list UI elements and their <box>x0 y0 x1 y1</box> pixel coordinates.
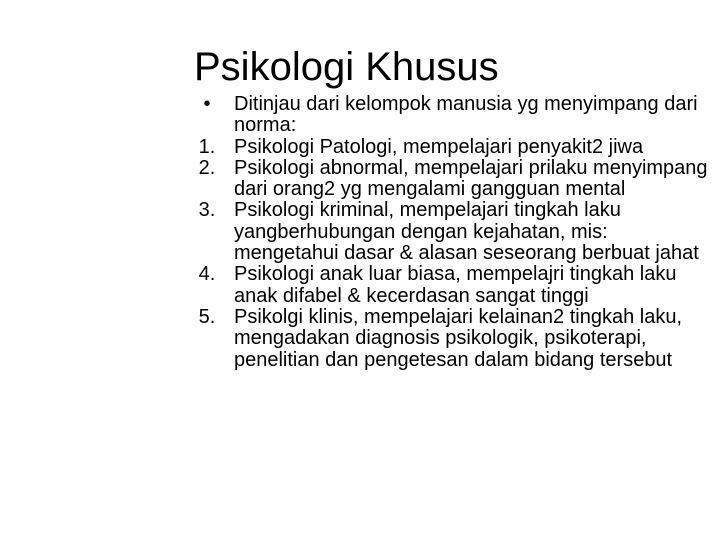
list-item <box>180 264 710 307</box>
list-item <box>180 94 710 137</box>
number-marker: 5. <box>198 305 216 328</box>
list-item-text: Psikolgi klinis, mempelajari kelainan2 tingkah laku, mengadakan diagnosis psikologik, psikoterapi, penelitian dan pengetesan dalam bidang tersebut <box>234 305 682 371</box>
list-item-text: Ditinjau dari kelompok manusia yg menyimpang dari norma: <box>234 93 698 137</box>
list-item <box>180 200 710 264</box>
bullet-list <box>180 94 710 371</box>
slide-title: Psikologi Khusus <box>194 45 499 89</box>
list-item <box>180 137 710 158</box>
number-marker: 4. <box>198 263 216 286</box>
list-item-text: Psikologi kriminal, mempelajari tingkah laku yangberhubungan dengan kejahatan, mis: mengetahui dasar & alasan seseorang berbuat jahat <box>234 199 699 265</box>
number-marker: 1. <box>198 135 216 158</box>
bullet-marker: • <box>203 93 211 115</box>
number-marker: 2. <box>198 156 216 179</box>
list-item-text: Psikologi Patologi, mempelajari penyakit2 jiwa <box>234 135 644 158</box>
number-marker: 3. <box>198 199 216 222</box>
list-item <box>180 158 710 201</box>
list-item-text: Psikologi anak luar biasa, mempelajri tingkah laku anak difabel & kecerdasan sangat tinggi <box>234 263 677 307</box>
list-item-text: Psikologi abnormal, mempelajari prilaku menyimpang dari orang2 yg mengalami gangguan mental <box>234 156 708 201</box>
list-item <box>180 307 710 371</box>
